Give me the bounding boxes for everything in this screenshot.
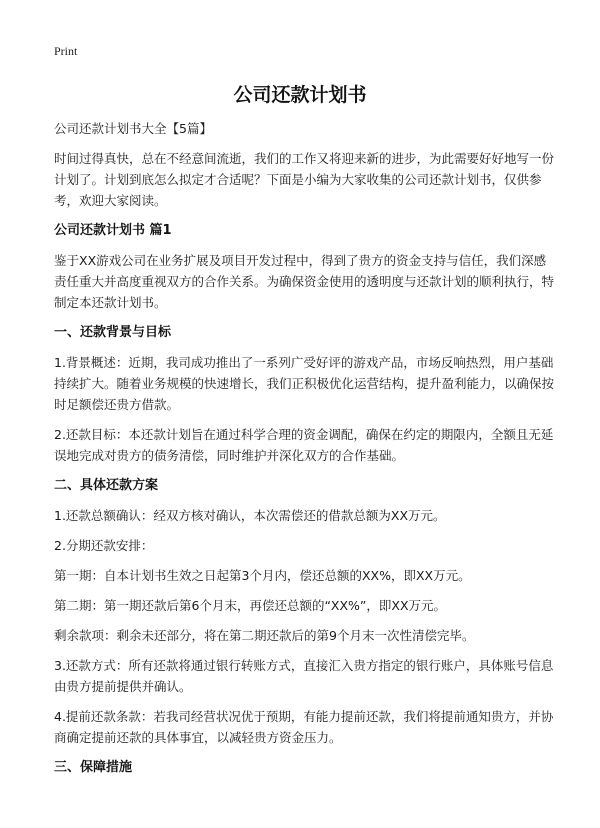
section-heading: 公司还款计划书 篇1 [54,223,172,238]
page-title: 公司还款计划书 [233,84,367,106]
section-heading: 三、保障措施 [54,760,133,775]
body-paragraph: 鉴于XX游戏公司在业务扩展及项目开发过程中，得到了贵方的资金支持与信任，我们深感责任重大并高度重视双方的合作关系。为确保资金使用的透明度与还款计划的顺利执行，特制定本还款计划书。 [54,253,555,310]
body-paragraph: 2.分期还款安排： [54,538,154,553]
intro-paragraph: 时间过得真快，总在不经意间流逝，我们的工作又将迎来新的进步，为此需要好好地写一份计划了。计划到底怎么拟定才合适呢？下面是小编为大家收集的公司还款计划书，仅供参考，欢迎大家阅读。 [54,151,555,208]
body-paragraph: 4.提前还款条款：若我司经营状况优于预期，有能力提前还款，我们将提前通知贵方，并协商确定提前还款的具体事宜，以减轻贵方资金压力。 [54,709,554,745]
body-paragraph: 3.还款方式：所有还款将通过银行转账方式，直接汇入贵方指定的银行账户，具体账号信息由贵方提前提供并确认。 [54,658,554,694]
document-body [54,118,554,787]
body-paragraph: 1.背景概述：近期，我司成功推出了一系列广受好评的游戏产品，市场反响热烈，用户基础持续扩大。随着业务规模的快速增长，我们正积极优化运营结构，提升盈利能力，以确保按时足额偿还贵方借款。 [54,355,555,412]
body-paragraph: 剩余款项：剩余未还部分，将在第二期还款后的第9个月末一次性清偿完毕。 [54,628,475,643]
body-paragraph: 1.还款总额确认：经双方核对确认，本次需偿还的借款总额为XX万元。 [54,508,446,523]
section-heading: 二、具体还款方案 [54,478,159,493]
body-paragraph: 第二期：第一期还款后第6个月末，再偿还总额的“XX%”，即XX万元。 [54,598,447,613]
section-heading: 一、还款背景与目标 [54,325,172,340]
subtitle-line: 公司还款计划书大全【5篇】 [54,121,212,136]
print-label: Print [54,44,78,58]
body-paragraph: 第一期：自本计划书生效之日起第3个月内，偿还总额的XX%，即XX万元。 [54,568,471,583]
body-paragraph: 2.还款目标：本还款计划旨在通过科学合理的资金调配，确保在约定的期限内，全额且无延误地完成对贵方的债务清偿，同时维护并深化双方的合作基础。 [54,427,554,463]
